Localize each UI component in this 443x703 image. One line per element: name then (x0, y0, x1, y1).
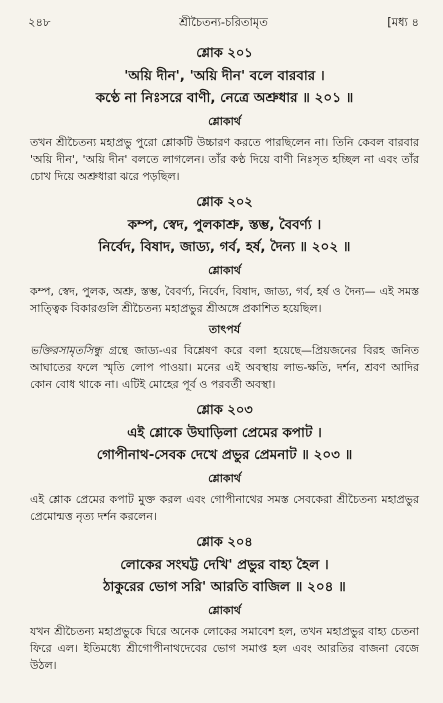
verse-line: লোকের সংঘট্ট দেখি' প্রভুর বাহ্য হৈল । (120, 557, 329, 573)
purport-body: গ্রন্থে জাড্য-এর বিশ্লেষণ করে বলা হয়েছে—প্রিয়জনের বিরহ জনিত আঘাতের ফলে স্মৃতি লোপ পাওয়া। মনের এই অবস্থায় লাভ-ক্ষতি, দর্শন, শ্রবণ আদির কোন বোধ থাকে না। এটিই মোহের পূর্ব ও পরবর্তী অবস্থা। (30, 344, 419, 391)
verse-line: এই শ্লোকে উঘাড়িলা প্রেমের কপাট । (127, 425, 322, 441)
verse-line: কম্প, স্বেদ, পুলকাশ্রু, স্তম্ভ, বৈবর্ণ্য । (127, 217, 322, 233)
verse-number: শ্লোক ২০১ (196, 46, 253, 61)
verse-number: শ্লোক ২০২ (196, 195, 253, 210)
translation-heading: শ্লোকার্থ (208, 604, 241, 617)
purport-text (30, 342, 419, 393)
page-content (30, 40, 419, 674)
translation-text: যখন শ্রীচৈতন্য মহাপ্রভুকে ঘিরে অনেক লোকের সমাবেশ হল, তখন মহাপ্রভুর বাহ্য চেতনা ফিরে এল। ইতিমধ্যে শ্রীগোপীনাথদেবের ভোগ সমাপ্ত হল এবং আরতির বাজনা বেজে উঠল। (30, 625, 419, 672)
translation-heading: শ্লোকার্থ (208, 472, 241, 485)
verse-line: ঠাকুরের ভোগ সরি' আরতি বাজিল ॥ ২০৪ ॥ (103, 579, 346, 595)
running-title: শ্রীচৈতন্য-চরিতামৃত (179, 15, 268, 29)
chapter-reference: [মধ্য ৪ (387, 15, 419, 29)
verse-number: শ্লোক ২০৪ (196, 535, 253, 550)
verse-line: গোপীনাথ-সেবক দেখে প্রভুর প্রেমনাট ॥ ২০৩ ॥ (96, 447, 353, 463)
verse-line: নির্বেদ, বিষাদ, জাড্য, গর্ব, হর্ষ, দৈন্য ॥ ২০২ ॥ (98, 239, 351, 255)
purport-heading: তাৎপর্য (208, 323, 241, 336)
verse-line: কণ্ঠে না নিঃসরে বাণী, নেত্রে অশ্রুধার ॥ ২০১ ॥ (95, 90, 354, 106)
verse-number: শ্লোক ২০৩ (196, 403, 253, 418)
verse-line: 'অয়ি দীন', 'অয়ি দীন' বলে বারবার । (124, 68, 325, 84)
translation-text: এই শ্লোক প্রেমের কপাট মুক্ত করল এবং গোপীনাথের সমস্ত সেবকেরা শ্রীচৈতন্য মহাপ্রভুর প্রেমোন্মত্ত নৃত্য দর্শন করলেন। (30, 493, 419, 523)
page-header (28, 14, 419, 32)
translation-heading: শ্লোকার্থ (208, 264, 241, 277)
translation-text: কম্প, স্বেদ, পুলক, অশ্রু, স্তম্ভ, বৈবর্ণ্য, নির্বেদ, বিষাদ, জাড্য, গর্ব, হর্ষ ও দৈন্য— এই সমস্ত সাত্ত্বিক বিকারগুলি শ্রীচৈতন্য মহাপ্রভুর শ্রীঅঙ্গে প্রকাশিত হয়েছিল। (30, 285, 419, 315)
translation-heading: শ্লোকার্থ (208, 115, 241, 128)
translation-text: তখন শ্রীচৈতন্য মহাপ্রভু পুরো শ্লোকটি উচ্চারণ করতে পারছিলেন না। তিনি কেবল বারবার 'অয়ি দীন', 'অয়ি দীন' বলতে লাগলেন। তাঁর কণ্ঠ দিয়ে বাণী নিঃসৃত হচ্ছিল না এবং তাঁর চোখ দিয়ে অশ্রুধারা ঝরে পড়ছিল। (30, 136, 419, 183)
page-number: ২৪৮ (28, 15, 51, 29)
book-title: ভক্তিরসামৃতসিন্ধু (30, 344, 103, 357)
